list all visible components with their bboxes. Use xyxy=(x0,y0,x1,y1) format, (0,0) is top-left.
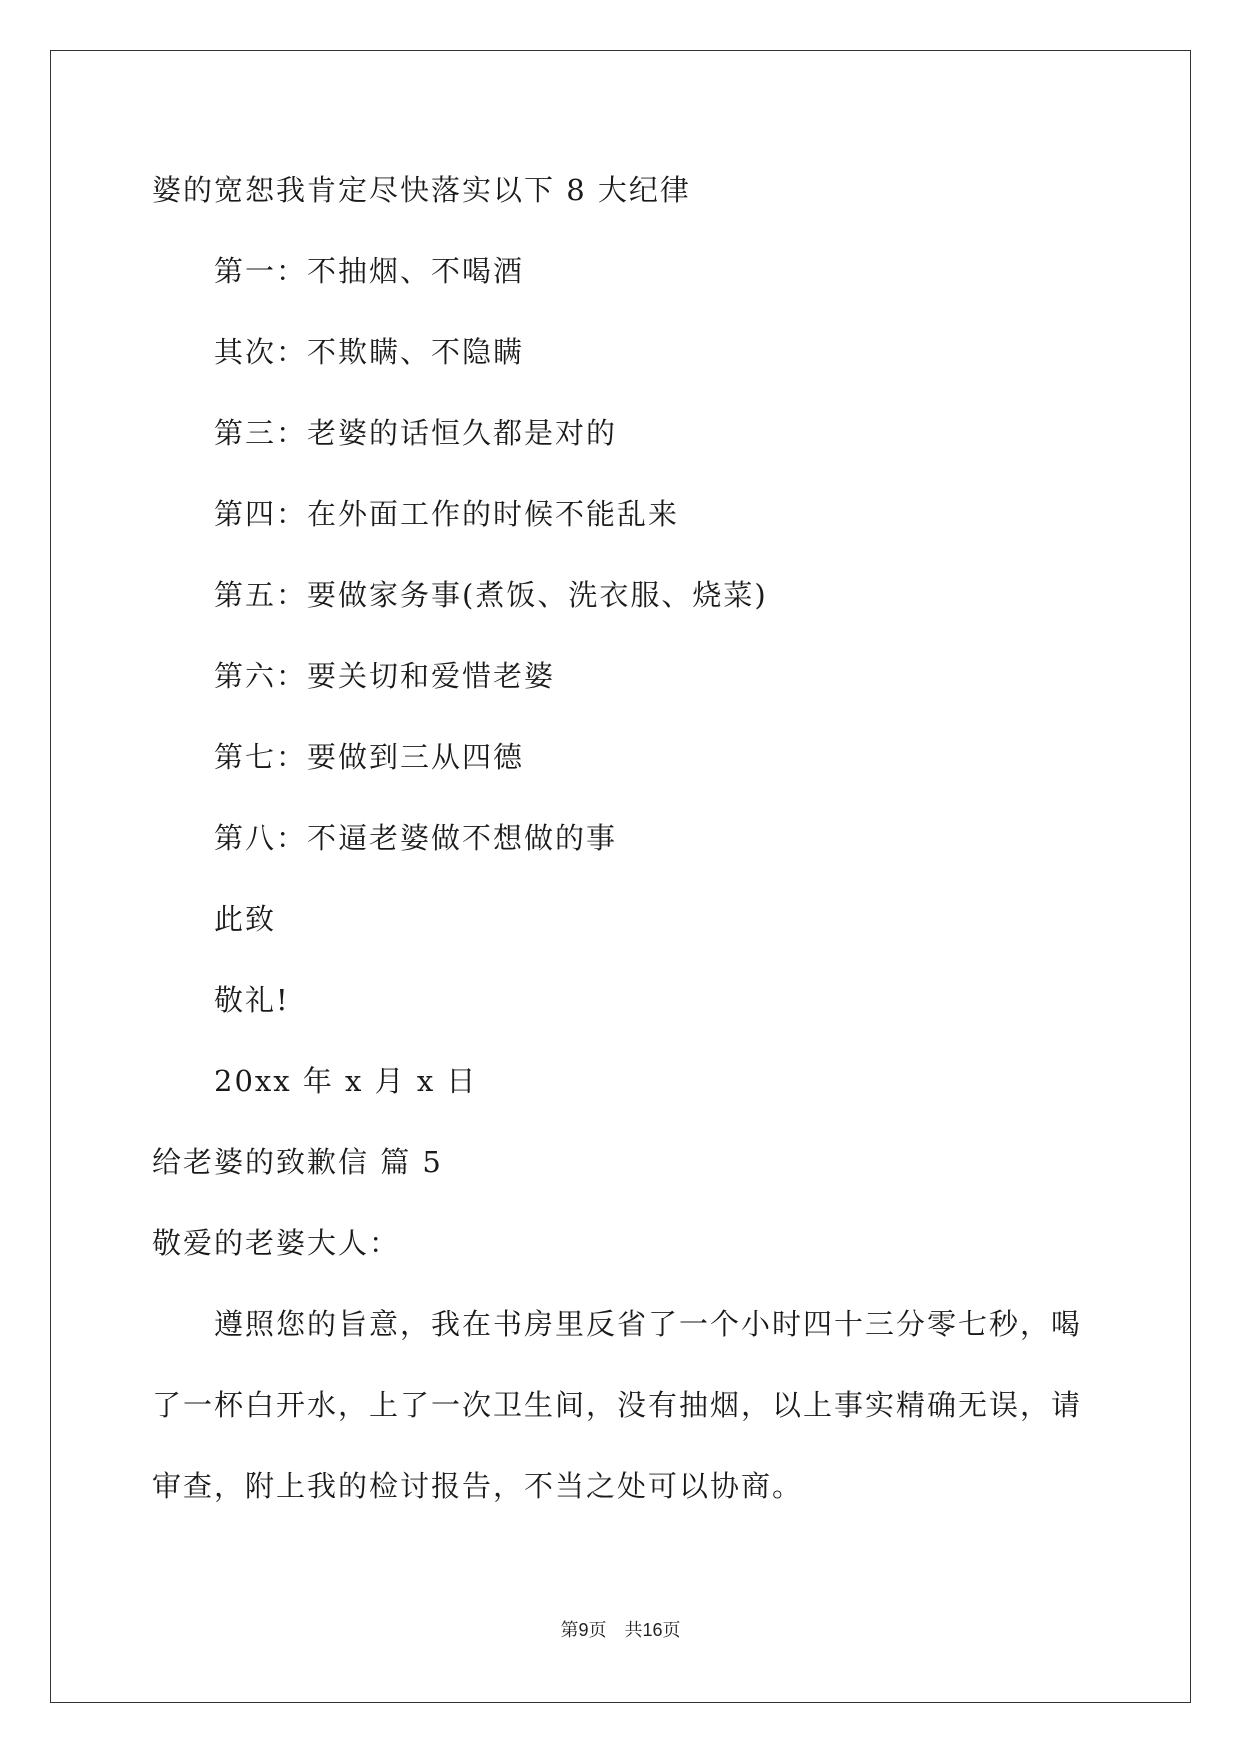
total-label-suffix: 页 xyxy=(662,1620,681,1641)
page-footer xyxy=(0,1618,1241,1643)
closing-phrase: 此致 xyxy=(214,902,277,936)
salutation-closing: 敬礼! xyxy=(214,983,290,1017)
section-heading: 给老婆的致歉信 篇 5 xyxy=(152,1145,443,1179)
page-label-prefix: 第 xyxy=(560,1620,579,1641)
paragraph-line: 审查，附上我的检讨报告，不当之处可以协商。 xyxy=(152,1469,804,1503)
rule-item-5: 第五：要做家务事(煮饭、洗衣服、烧菜) xyxy=(214,578,768,612)
rule-item-6: 第六：要关切和爱惜老婆 xyxy=(214,659,556,693)
rule-item-4: 第四：在外面工作的时候不能乱来 xyxy=(214,497,680,531)
rule-item-1: 第一：不抽烟、不喝酒 xyxy=(214,254,525,288)
total-label-prefix: 共 xyxy=(624,1620,643,1641)
text-line: 婆的宽恕我肯定尽快落实以下 8 大纪律 xyxy=(152,173,691,207)
rule-item-7: 第七：要做到三从四德 xyxy=(214,740,525,774)
date-line: 20xx 年 x 月 x 日 xyxy=(214,1064,478,1098)
paragraph-line: 了一杯白开水，上了一次卫生间，没有抽烟，以上事实精确无误，请 xyxy=(152,1388,1083,1422)
letter-greeting: 敬爱的老婆大人： xyxy=(152,1226,401,1260)
paragraph-line: 遵照您的旨意，我在书房里反省了一个小时四十三分零七秒，喝 xyxy=(214,1307,1083,1341)
page-number: 9 xyxy=(578,1620,589,1640)
page-label-suffix: 页 xyxy=(588,1620,607,1641)
total-pages: 16 xyxy=(642,1620,663,1640)
page-border xyxy=(50,50,1191,1703)
rule-item-2: 其次：不欺瞒、不隐瞒 xyxy=(214,335,525,369)
rule-item-8: 第八：不逼老婆做不想做的事 xyxy=(214,821,618,855)
rule-item-3: 第三：老婆的话恒久都是对的 xyxy=(214,416,618,450)
